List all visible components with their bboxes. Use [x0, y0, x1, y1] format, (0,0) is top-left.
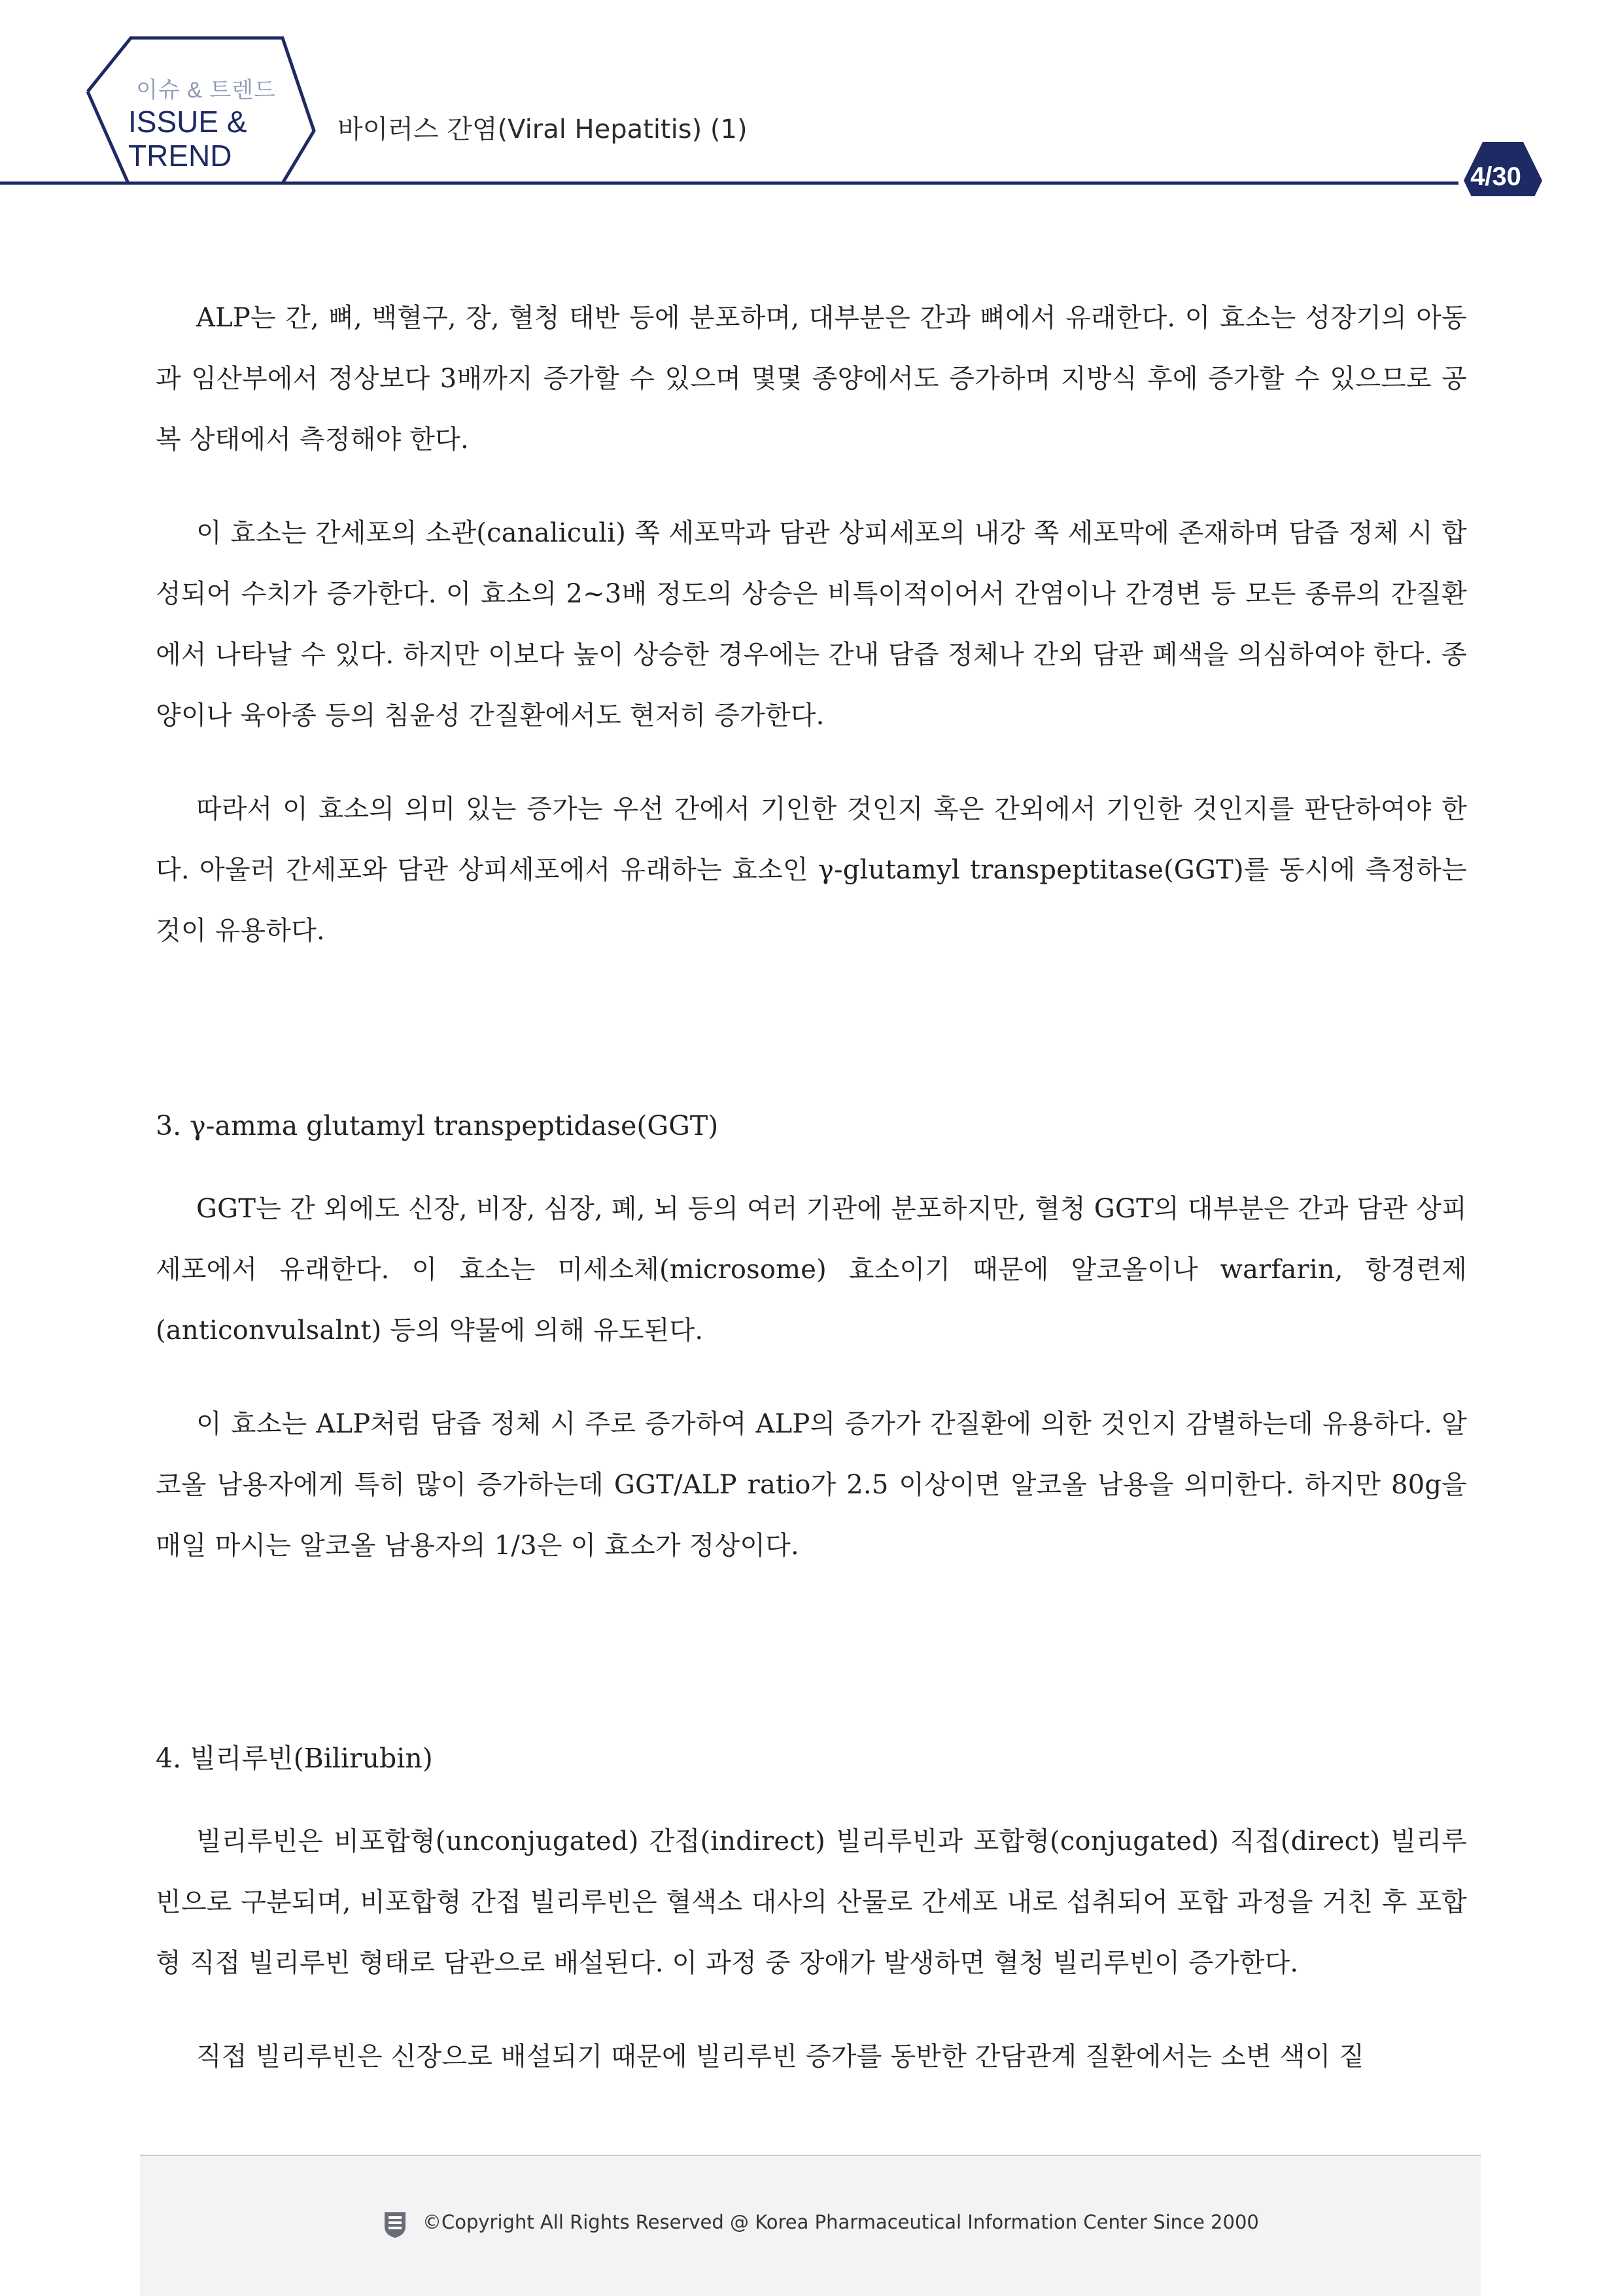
page-number: 4/30 [1470, 162, 1521, 191]
paragraph-alp-location: 이 효소는 간세포의 소관(canaliculi) 쪽 세포막과 담관 상피세포의 내강 쪽 세포막에 존재하며 담즙 정체 시 합성되어 수치가 증가한다. 이 효소의 2~3배 정도의 상승은 비특이적이어서 간염이나 간경변 등 모든 종류의 간질환에서 나타날 수 있다. 하지만 이보다 높이 상승한 경우에는 간내 담즙 정체나 간외 담관 폐색을 의심하여야 한다. 종양이나 육아종 등의 침윤성 간질환에서도 현저히 증가한다. [156, 518, 1467, 731]
section-heading-bilirubin: 4. 빌리루빈(Bilirubin) [156, 1743, 433, 1774]
section-badge-line2: TREND [128, 139, 232, 173]
paragraph-bilirubin-types: 빌리루빈은 비포합형(unconjugated) 간접(indirect) 빌리루빈과 포합형(conjugated) 직접(direct) 빌리루빈으로 구분되며, 비포합형 간접 빌리루빈은 혈색소 대사의 산물로 간세포 내로 섭취되어 포합 과정을 거친 후 포합형 직접 빌리루빈 형태로 담관으로 배설된다. 이 과정 중 장애가 발생하면 혈청 빌리루빈이 증가한다. [156, 1826, 1467, 1978]
paragraph-alp-distribution: ALP는 간, 뼈, 백혈구, 장, 혈청 태반 등에 분포하며, 대부분은 간과 뼈에서 유래한다. 이 효소는 성장기의 아동과 임산부에서 정상보다 3배까지 증가할 수 있으며 몇몇 종양에서도 증가하며 지방식 후에 증가할 수 있으므로 공복 상태에서 측정해야 한다. [156, 303, 1467, 455]
kpic-emblem-icon [382, 2210, 408, 2238]
paragraph-direct-bilirubin: 직접 빌리루빈은 신장으로 배설되기 때문에 빌리루빈 증가를 동반한 간담관계 질환에서는 소변 색이 짙 [196, 2042, 1365, 2072]
paragraph-alp-interpretation: 따라서 이 효소의 의미 있는 증가는 우선 간에서 기인한 것인지 혹은 간외에서 기인한 것인지를 판단하여야 한다. 아울러 간세포와 담관 상피세포에서 유래하는 효소인 γ-glutamyl transpeptitase(GGT)를 동시에 측정하는 것이 유용하다. [156, 794, 1467, 946]
section-badge-line1: ISSUE & [128, 105, 247, 139]
section-heading-ggt: 3. γ-amma glutamyl transpeptidase(GGT) [156, 1110, 719, 1141]
badge-outline-left [88, 92, 128, 183]
paragraph-ggt-distribution: GGT는 간 외에도 신장, 비장, 심장, 폐, 뇌 등의 여러 기관에 분포하지만, 혈청 GGT의 대부분은 간과 담관 상피세포에서 유래한다. 이 효소는 미세소체(microsome) 효소이기 때문에 알코올이나 warfarin, 항경련제(anticonvulsalnt) 등의 약물에 의해 유도된다. [156, 1194, 1467, 1346]
page-footer [140, 2155, 1481, 2296]
section-badge-korean: 이슈 & 트렌드 [136, 78, 276, 103]
document-body [156, 288, 1467, 2120]
paragraph-ggt-usefulness: 이 효소는 ALP처럼 담즙 정체 시 주로 증가하여 ALP의 증가가 간질환에 의한 것인지 감별하는데 유용하다. 알코올 남용자에게 특히 많이 증가하는데 GGT/ALP ratio가 2.5 이상이면 알코올 남용을 의미한다. 하지만 80g을 매일 마시는 알코올 남용자의 1/3은 이 효소가 정상이다. [156, 1409, 1467, 1561]
section-badge [128, 105, 285, 173]
copyright-notice: ©Copyright All Rights Reserved @ Korea Pharmaceutical Information Center Since 2000 [423, 2211, 1259, 2233]
document-title: 바이러스 간염(Viral Hepatitis) (1) [337, 114, 748, 145]
page-header [0, 0, 1622, 196]
